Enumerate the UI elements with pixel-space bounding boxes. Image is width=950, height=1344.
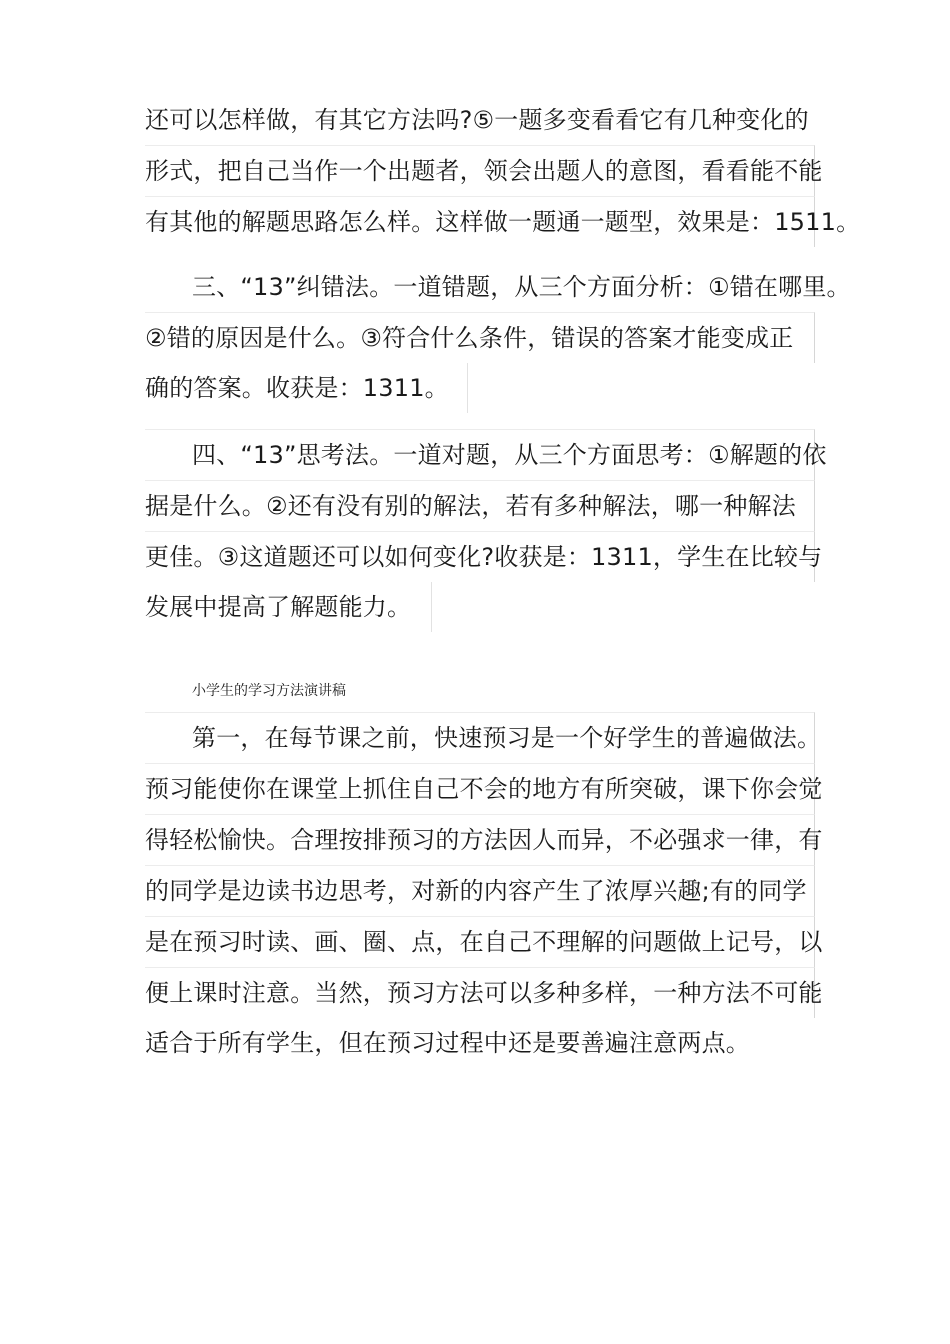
section-heading: 小学生的学习方法演讲稿 [192,683,346,699]
text-line: 确的答案。收获是：1311。 [145,363,468,413]
text-line: 得轻松愉快。合理按排预习的方法因人而异，不必强求一律，有 [145,814,815,865]
text-line: ②错的原因是什么。③符合什么条件，错误的答案才能变成正 [145,312,815,363]
paragraph-preview-method [145,712,823,1068]
text-line: 的同学是边读书边思考，对新的内容产生了浓厚兴趣;有的同学 [145,865,815,916]
text-line: 适合于所有学生，但在预习过程中还是要善遍注意两点。 [145,1029,750,1057]
text-line: 有其他的解题思路怎么样。这样做一题通一题型，效果是：1511。 [145,196,815,247]
text-line: 还可以怎样做，有其它方法吗?⑤一题多变看看它有几种变化的 [145,106,809,134]
text-line: 据是什么。②还有没有别的解法，若有多种解法，哪一种解法 [145,480,815,531]
text-line: 发展中提高了解题能力。 [145,582,432,632]
text-line: 更佳。③这道题还可以如何变化?收获是：1311，学生在比较与 [145,531,815,582]
text-line: 三、“13”纠错法。一道错题，从三个方面分析：①错在哪里。 [192,273,851,301]
text-line: 四、“13”思考法。一道对题，从三个方面思考：①解题的依 [145,429,815,480]
paragraph-error-correction-method [145,262,851,413]
text-line: 是在预习时读、画、圈、点，在自己不理解的问题做上记号，以 [145,916,815,967]
text-line: 第一，在每节课之前，快速预习是一个好学生的普遍做法。 [145,712,815,763]
paragraph-thinking-method [145,429,827,632]
text-line: 预习能使你在课堂上抓住自己不会的地方有所突破，课下你会觉 [145,763,815,814]
text-line: 便上课时注意。当然，预习方法可以多种多样，一种方法不可能 [145,967,815,1018]
text-line: 形式，把自己当作一个出题者，领会出题人的意图，看看能不能 [145,145,815,196]
paragraph-methods-continued [145,95,861,247]
